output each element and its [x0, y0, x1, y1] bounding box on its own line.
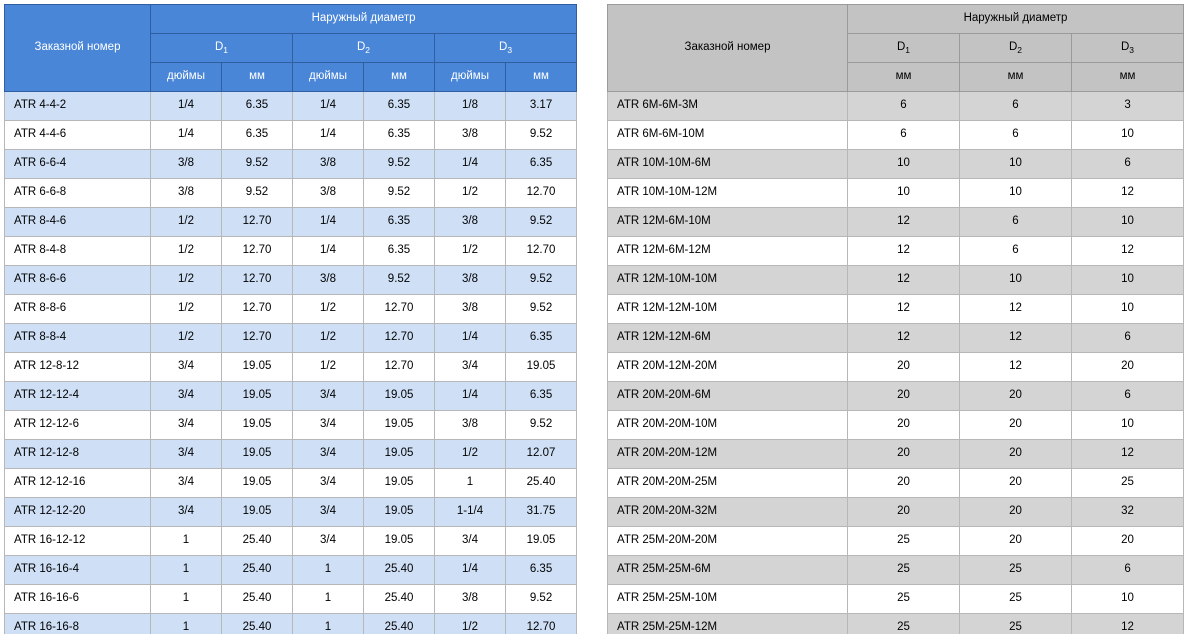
cell-value: 1/4 — [151, 92, 222, 121]
cell-value: 3/4 — [151, 382, 222, 411]
cell-value: 1/8 — [435, 92, 506, 121]
cell-order-number: ATR 25M-25M-6M — [608, 556, 848, 585]
cell-value: 3/8 — [151, 179, 222, 208]
cell-value: 6 — [960, 237, 1072, 266]
cell-value: 6 — [960, 92, 1072, 121]
cell-value: 12.70 — [222, 266, 293, 295]
cell-value: 9.52 — [506, 585, 577, 614]
cell-value: 12.70 — [506, 614, 577, 634]
cell-value: 1/4 — [293, 92, 364, 121]
cell-value: 1 — [151, 585, 222, 614]
table-row — [608, 92, 1184, 121]
cell-value: 1/4 — [435, 556, 506, 585]
cell-value: 19.05 — [222, 440, 293, 469]
header-d1-mm: мм — [848, 63, 960, 92]
cell-value: 19.05 — [364, 411, 435, 440]
cell-value: 1/4 — [293, 237, 364, 266]
header-order-number: Заказной номер — [608, 5, 848, 92]
cell-value: 3/8 — [435, 295, 506, 324]
cell-value: 6.35 — [222, 92, 293, 121]
header-d2-inch: дюймы — [293, 63, 364, 92]
cell-value: 3/4 — [293, 498, 364, 527]
cell-value: 1/2 — [151, 295, 222, 324]
header-d1-inch: дюймы — [151, 63, 222, 92]
cell-value: 1/2 — [435, 237, 506, 266]
cell-value: 3 — [1072, 92, 1184, 121]
imperial-table-body — [5, 92, 577, 634]
table-row — [5, 440, 577, 469]
table-row — [5, 585, 577, 614]
cell-value: 25 — [960, 556, 1072, 585]
cell-value: 12 — [1072, 179, 1184, 208]
cell-value: 3/4 — [151, 353, 222, 382]
header-d2-mm: мм — [364, 63, 435, 92]
cell-value: 3/4 — [151, 498, 222, 527]
table-row — [5, 295, 577, 324]
cell-value: 6.35 — [364, 237, 435, 266]
cell-order-number: ATR 12-12-16 — [5, 469, 151, 498]
cell-order-number: ATR 25M-25M-12M — [608, 614, 848, 634]
header-d3-inch: дюймы — [435, 63, 506, 92]
cell-order-number: ATR 10M-10M-12M — [608, 179, 848, 208]
cell-order-number: ATR 12M-12M-6M — [608, 324, 848, 353]
header-order-number: Заказной номер — [5, 5, 151, 92]
table-row — [5, 556, 577, 585]
cell-value: 12 — [848, 237, 960, 266]
header-d2: $D_2$ — [293, 34, 435, 63]
cell-value: 6.35 — [506, 150, 577, 179]
cell-order-number: ATR 25M-25M-10M — [608, 585, 848, 614]
cell-value: 25.40 — [222, 556, 293, 585]
table-row — [608, 121, 1184, 150]
cell-value: 31.75 — [506, 498, 577, 527]
header-d1: $D_1$ — [848, 34, 960, 63]
cell-value: 9.52 — [506, 411, 577, 440]
cell-value: 3/4 — [293, 440, 364, 469]
cell-value: 6 — [1072, 556, 1184, 585]
cell-order-number: ATR 20M-20M-6M — [608, 382, 848, 411]
cell-value: 19.05 — [364, 527, 435, 556]
cell-value: 10 — [1072, 411, 1184, 440]
cell-order-number: ATR 8-8-4 — [5, 324, 151, 353]
cell-value: 3/4 — [293, 382, 364, 411]
cell-value: 6.35 — [506, 324, 577, 353]
table-row — [5, 121, 577, 150]
cell-value: 6.35 — [364, 121, 435, 150]
cell-value: 19.05 — [222, 469, 293, 498]
header-d3: $D_3$ — [1072, 34, 1184, 63]
cell-value: 6.35 — [364, 92, 435, 121]
table-row — [5, 411, 577, 440]
cell-value: 12.70 — [506, 179, 577, 208]
cell-value: 20 — [960, 527, 1072, 556]
cell-order-number: ATR 20M-20M-25M — [608, 469, 848, 498]
cell-value: 9.52 — [364, 150, 435, 179]
cell-value: 9.52 — [506, 208, 577, 237]
cell-value: 1 — [151, 614, 222, 634]
cell-value: 10 — [848, 150, 960, 179]
cell-order-number: ATR 12-12-20 — [5, 498, 151, 527]
cell-value: 10 — [1072, 121, 1184, 150]
cell-value: 9.52 — [364, 266, 435, 295]
table-row — [608, 179, 1184, 208]
table-row — [608, 469, 1184, 498]
cell-value: 9.52 — [506, 121, 577, 150]
table-row — [608, 266, 1184, 295]
cell-value: 19.05 — [364, 469, 435, 498]
cell-order-number: ATR 8-6-6 — [5, 266, 151, 295]
cell-value: 19.05 — [364, 440, 435, 469]
header-outer-diameter: Наружный диаметр — [848, 5, 1184, 34]
table-row — [5, 237, 577, 266]
cell-value: 1/2 — [435, 614, 506, 634]
cell-order-number: ATR 20M-20M-10M — [608, 411, 848, 440]
cell-value: 3/8 — [293, 150, 364, 179]
cell-value: 9.52 — [506, 295, 577, 324]
cell-value: 3/8 — [435, 585, 506, 614]
cell-value: 3/4 — [293, 411, 364, 440]
cell-value: 1/2 — [293, 353, 364, 382]
table-row — [5, 353, 577, 382]
header-d2-mm: мм — [960, 63, 1072, 92]
cell-value: 6 — [960, 121, 1072, 150]
cell-value: 20 — [960, 440, 1072, 469]
metric-fittings-table — [607, 4, 1184, 634]
cell-value: 10 — [1072, 208, 1184, 237]
cell-order-number: ATR 12M-6M-10M — [608, 208, 848, 237]
cell-value: 3/4 — [293, 527, 364, 556]
cell-value: 10 — [1072, 585, 1184, 614]
cell-value: 25 — [848, 614, 960, 634]
cell-value: 6 — [960, 208, 1072, 237]
cell-value: 1 — [293, 556, 364, 585]
cell-value: 3/8 — [435, 411, 506, 440]
cell-value: 19.05 — [222, 498, 293, 527]
cell-order-number: ATR 16-16-6 — [5, 585, 151, 614]
cell-value: 1/2 — [151, 324, 222, 353]
metric-table-container — [607, 4, 1183, 634]
cell-order-number: ATR 8-4-8 — [5, 237, 151, 266]
table-row — [608, 498, 1184, 527]
cell-value: 20 — [848, 353, 960, 382]
cell-value: 6 — [1072, 150, 1184, 179]
cell-value: 6.35 — [364, 208, 435, 237]
cell-value: 3/8 — [435, 208, 506, 237]
cell-value: 25 — [848, 556, 960, 585]
table-row — [608, 585, 1184, 614]
table-header — [608, 5, 1184, 92]
cell-value: 12.70 — [222, 295, 293, 324]
imperial-table-container — [4, 4, 576, 634]
cell-order-number: ATR 10M-10M-6M — [608, 150, 848, 179]
cell-value: 6 — [1072, 382, 1184, 411]
cell-value: 12 — [960, 324, 1072, 353]
cell-value: 1/2 — [293, 295, 364, 324]
cell-value: 1/2 — [293, 324, 364, 353]
cell-value: 10 — [1072, 266, 1184, 295]
cell-value: 1/4 — [435, 382, 506, 411]
table-row — [608, 382, 1184, 411]
cell-value: 12.70 — [364, 295, 435, 324]
cell-value: 12 — [1072, 237, 1184, 266]
cell-value: 25.40 — [222, 614, 293, 634]
cell-value: 6 — [848, 92, 960, 121]
cell-value: 12.70 — [506, 237, 577, 266]
cell-value: 12 — [848, 295, 960, 324]
table-row — [608, 295, 1184, 324]
cell-value: 3/4 — [435, 353, 506, 382]
cell-value: 19.05 — [506, 527, 577, 556]
table-row — [608, 527, 1184, 556]
cell-value: 25.40 — [222, 585, 293, 614]
cell-order-number: ATR 12M-12M-10M — [608, 295, 848, 324]
cell-value: 12 — [960, 295, 1072, 324]
cell-value: 9.52 — [364, 179, 435, 208]
cell-order-number: ATR 25M-20M-20M — [608, 527, 848, 556]
cell-value: 25.40 — [364, 556, 435, 585]
imperial-fittings-table — [4, 4, 577, 634]
cell-order-number: ATR 12-8-12 — [5, 353, 151, 382]
cell-value: 20 — [848, 469, 960, 498]
cell-value: 3/8 — [435, 266, 506, 295]
cell-value: 6.35 — [506, 556, 577, 585]
cell-order-number: ATR 20M-12M-20M — [608, 353, 848, 382]
cell-value: 12.07 — [506, 440, 577, 469]
cell-value: 12 — [848, 324, 960, 353]
cell-value: 20 — [960, 382, 1072, 411]
cell-value: 25 — [1072, 469, 1184, 498]
cell-value: 10 — [960, 179, 1072, 208]
cell-order-number: ATR 16-16-8 — [5, 614, 151, 634]
cell-value: 12 — [1072, 614, 1184, 634]
table-row — [5, 266, 577, 295]
cell-value: 1/4 — [293, 208, 364, 237]
cell-value: 19.05 — [506, 353, 577, 382]
table-row — [5, 150, 577, 179]
cell-value: 10 — [1072, 295, 1184, 324]
cell-order-number: ATR 6M-6M-3M — [608, 92, 848, 121]
table-row — [608, 150, 1184, 179]
table-row — [608, 411, 1184, 440]
cell-order-number: ATR 8-4-6 — [5, 208, 151, 237]
table-row — [5, 469, 577, 498]
header-d3: $D_3$ — [435, 34, 577, 63]
cell-value: 20 — [848, 382, 960, 411]
cell-value: 1 — [293, 614, 364, 634]
cell-order-number: ATR 8-8-6 — [5, 295, 151, 324]
cell-value: 19.05 — [222, 353, 293, 382]
cell-value: 19.05 — [222, 382, 293, 411]
table-row — [5, 324, 577, 353]
cell-order-number: ATR 4-4-2 — [5, 92, 151, 121]
cell-value: 20 — [960, 469, 1072, 498]
cell-value: 3/4 — [293, 469, 364, 498]
cell-order-number: ATR 6M-6M-10M — [608, 121, 848, 150]
table-row — [5, 527, 577, 556]
cell-value: 25.40 — [364, 585, 435, 614]
table-row — [608, 237, 1184, 266]
cell-value: 3.17 — [506, 92, 577, 121]
cell-value: 25 — [960, 614, 1072, 634]
cell-value: 25.40 — [506, 469, 577, 498]
cell-value: 1/4 — [435, 150, 506, 179]
cell-value: 12.70 — [222, 324, 293, 353]
cell-value: 3/4 — [435, 527, 506, 556]
cell-value: 19.05 — [364, 382, 435, 411]
cell-value: 6 — [848, 121, 960, 150]
cell-value: 1/2 — [435, 179, 506, 208]
cell-value: 20 — [960, 411, 1072, 440]
header-d3-mm: мм — [1072, 63, 1184, 92]
header-d1: $D_1$ — [151, 34, 293, 63]
cell-value: 12.70 — [222, 237, 293, 266]
cell-order-number: ATR 20M-20M-12M — [608, 440, 848, 469]
table-row — [5, 614, 577, 634]
cell-value: 1/4 — [293, 121, 364, 150]
table-row — [5, 92, 577, 121]
cell-value: 1-1/4 — [435, 498, 506, 527]
table-row — [608, 614, 1184, 634]
table-row — [608, 440, 1184, 469]
cell-value: 3/4 — [151, 411, 222, 440]
cell-value: 19.05 — [364, 498, 435, 527]
cell-value: 12 — [848, 208, 960, 237]
cell-value: 25 — [848, 585, 960, 614]
cell-value: 9.52 — [222, 179, 293, 208]
cell-value: 32 — [1072, 498, 1184, 527]
cell-value: 1 — [293, 585, 364, 614]
cell-value: 12.70 — [222, 208, 293, 237]
table-row — [608, 208, 1184, 237]
cell-value: 20 — [848, 440, 960, 469]
cell-value: 25 — [960, 585, 1072, 614]
cell-value: 10 — [960, 150, 1072, 179]
cell-value: 12.70 — [364, 353, 435, 382]
metric-table-body — [608, 92, 1184, 634]
cell-value: 12 — [1072, 440, 1184, 469]
table-row — [5, 498, 577, 527]
cell-value: 10 — [960, 266, 1072, 295]
table-row — [5, 179, 577, 208]
header-d2: $D_2$ — [960, 34, 1072, 63]
header-d3-mm: мм — [506, 63, 577, 92]
cell-value: 19.05 — [222, 411, 293, 440]
cell-order-number: ATR 16-16-4 — [5, 556, 151, 585]
cell-order-number: ATR 12M-6M-12M — [608, 237, 848, 266]
cell-value: 1 — [151, 527, 222, 556]
cell-value: 20 — [848, 411, 960, 440]
cell-order-number: ATR 6-6-4 — [5, 150, 151, 179]
cell-value: 3/4 — [151, 440, 222, 469]
cell-value: 1 — [151, 556, 222, 585]
cell-value: 1/4 — [151, 121, 222, 150]
cell-value: 12 — [848, 266, 960, 295]
cell-value: 25.40 — [364, 614, 435, 634]
cell-value: 12 — [960, 353, 1072, 382]
cell-value: 1 — [435, 469, 506, 498]
header-d1-mm: мм — [222, 63, 293, 92]
cell-order-number: ATR 12M-10M-10M — [608, 266, 848, 295]
header-outer-diameter: Наружный диаметр — [151, 5, 577, 34]
cell-value: 3/8 — [293, 266, 364, 295]
cell-value: 1/4 — [435, 324, 506, 353]
cell-value: 20 — [960, 498, 1072, 527]
cell-order-number: ATR 16-12-12 — [5, 527, 151, 556]
cell-value: 3/4 — [151, 469, 222, 498]
cell-value: 6 — [1072, 324, 1184, 353]
cell-value: 25.40 — [222, 527, 293, 556]
cell-value: 9.52 — [506, 266, 577, 295]
table-row — [5, 208, 577, 237]
cell-value: 10 — [848, 179, 960, 208]
cell-value: 6.35 — [506, 382, 577, 411]
cell-value: 6.35 — [222, 121, 293, 150]
cell-value: 20 — [848, 498, 960, 527]
table-row — [608, 353, 1184, 382]
table-row — [608, 324, 1184, 353]
table-row — [608, 556, 1184, 585]
cell-order-number: ATR 4-4-6 — [5, 121, 151, 150]
cell-value: 9.52 — [222, 150, 293, 179]
cell-value: 1/2 — [151, 237, 222, 266]
cell-value: 20 — [1072, 353, 1184, 382]
cell-order-number: ATR 12-12-4 — [5, 382, 151, 411]
cell-order-number: ATR 12-12-8 — [5, 440, 151, 469]
cell-order-number: ATR 6-6-8 — [5, 179, 151, 208]
cell-value: 1/2 — [151, 266, 222, 295]
cell-value: 1/2 — [151, 208, 222, 237]
cell-value: 3/8 — [293, 179, 364, 208]
cell-value: 1/2 — [435, 440, 506, 469]
cell-value: 12.70 — [364, 324, 435, 353]
table-row — [5, 382, 577, 411]
table-header — [5, 5, 577, 92]
cell-value: 3/8 — [151, 150, 222, 179]
cell-order-number: ATR 12-12-6 — [5, 411, 151, 440]
cell-order-number: ATR 20M-20M-32M — [608, 498, 848, 527]
cell-value: 25 — [848, 527, 960, 556]
cell-value: 3/8 — [435, 121, 506, 150]
cell-value: 20 — [1072, 527, 1184, 556]
